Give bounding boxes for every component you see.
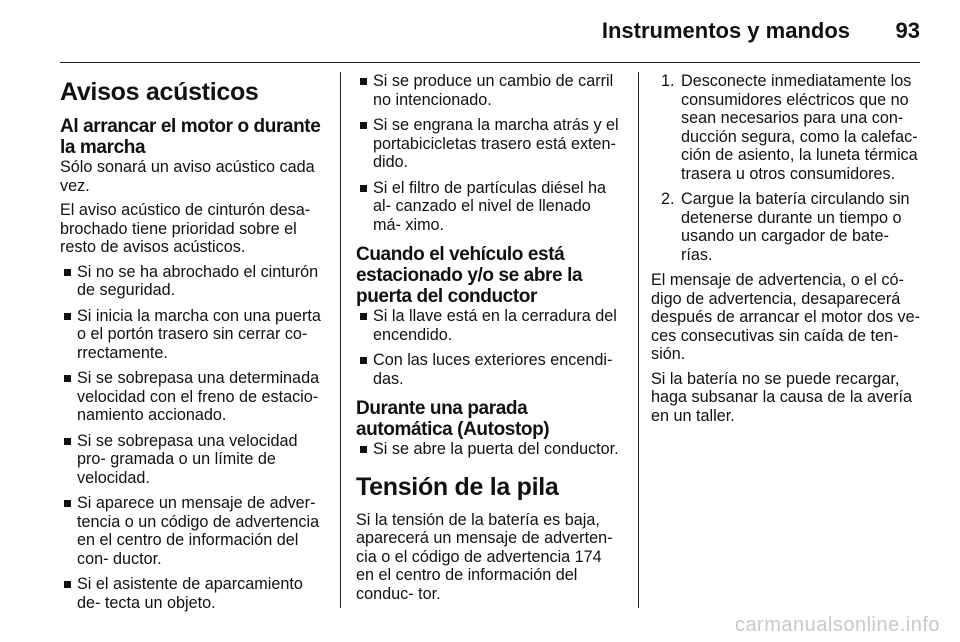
list-item: Si el asistente de aparcamiento de- tecta un objeto.	[60, 575, 326, 612]
list-item: Si se sobrepasa una determinada velocidad con el freno de estacio- namiento accionado.	[60, 369, 326, 425]
bullet-list	[356, 72, 622, 234]
subsection-title-estacionado: Cuando el vehículo está estacionado y/o se abre la puerta del conductor	[356, 244, 583, 307]
subsection-title-autostop: Durante una parada automática (Autostop)	[356, 398, 550, 440]
list-item: Si se abre la puerta del conductor.	[356, 440, 622, 459]
list-item: Con las luces exteriores encendi- das.	[356, 351, 622, 388]
column-divider-2	[638, 72, 639, 608]
header-divider	[60, 62, 920, 63]
column-2	[356, 72, 622, 612]
list-item: Si se sobrepasa una velocidad pro- gramada o un límite de velocidad.	[60, 432, 326, 488]
bullet-list	[356, 440, 622, 459]
list-item: Si se produce un cambio de carril no intencionado.	[356, 72, 622, 109]
column-divider-1	[340, 72, 341, 608]
bullet-list	[60, 263, 326, 613]
list-item	[651, 72, 921, 183]
subsection-title-arrancar: Al arrancar el motor o durante la marcha	[60, 116, 321, 158]
step-text: Cargue la batería circulando sin detenerse durante un tiempo o usando un cargador de bate- rías.	[681, 190, 910, 264]
paragraph: Si la tensión de la batería es baja, aparecerá un mensaje de adverten- cia o el código de advertencia 174 en el centro de información del conduc- tor.	[356, 510, 613, 603]
numbered-list	[651, 72, 921, 264]
paragraph: Sólo sonará un aviso acústico cada vez.	[60, 158, 315, 195]
paragraph: El aviso acústico de cinturón desa- brochado tiene prioridad sobre el resto de avisos acústicos.	[60, 201, 311, 256]
section-title-avisos: Avisos acústicos	[60, 78, 259, 106]
list-item: Si no se ha abrochado el cinturón de seguridad.	[60, 263, 326, 300]
step-number: 1.	[661, 72, 675, 90]
list-item: Si aparece un mensaje de adver- tencia o un código de advertencia en el centro de información del con- ductor.	[60, 494, 326, 568]
header-title: Instrumentos y mandos	[601, 18, 850, 43]
list-item	[651, 190, 921, 264]
list-item: Si se engrana la marcha atrás y el portabicicletas trasero está exten- dido.	[356, 116, 622, 172]
step-text: Desconecte inmediatamente los consumidores eléctricos que no sean necesarios para una con- ducción segura, como la calefac- ción de asiento, la luneta térmica trasera u otros consumidores.	[681, 72, 918, 183]
page-number: 93	[895, 18, 920, 43]
section-title-tension: Tensión de la pila	[356, 472, 559, 501]
step-number: 2.	[661, 190, 675, 208]
bullet-list	[356, 307, 622, 388]
column-3	[651, 72, 921, 612]
list-item: Si el filtro de partículas diésel ha al- canzado el nivel de llenado má- ximo.	[356, 179, 622, 235]
list-item: Si la llave está en la cerradura del encendido.	[356, 307, 622, 344]
watermark: carmanualsonline.info	[734, 614, 940, 636]
paragraph: El mensaje de advertencia, o el có- digo de advertencia, desaparecerá después de arrancar el motor dos ve- ces consecutivas sin caída de ten- sión.	[651, 271, 921, 363]
column-1	[60, 72, 326, 612]
list-item: Si inicia la marcha con una puerta o el portón trasero sin cerrar co- rrectamente.	[60, 307, 326, 363]
paragraph: Si la batería no se puede recargar, haga subsanar la causa de la avería en un taller.	[651, 369, 912, 425]
